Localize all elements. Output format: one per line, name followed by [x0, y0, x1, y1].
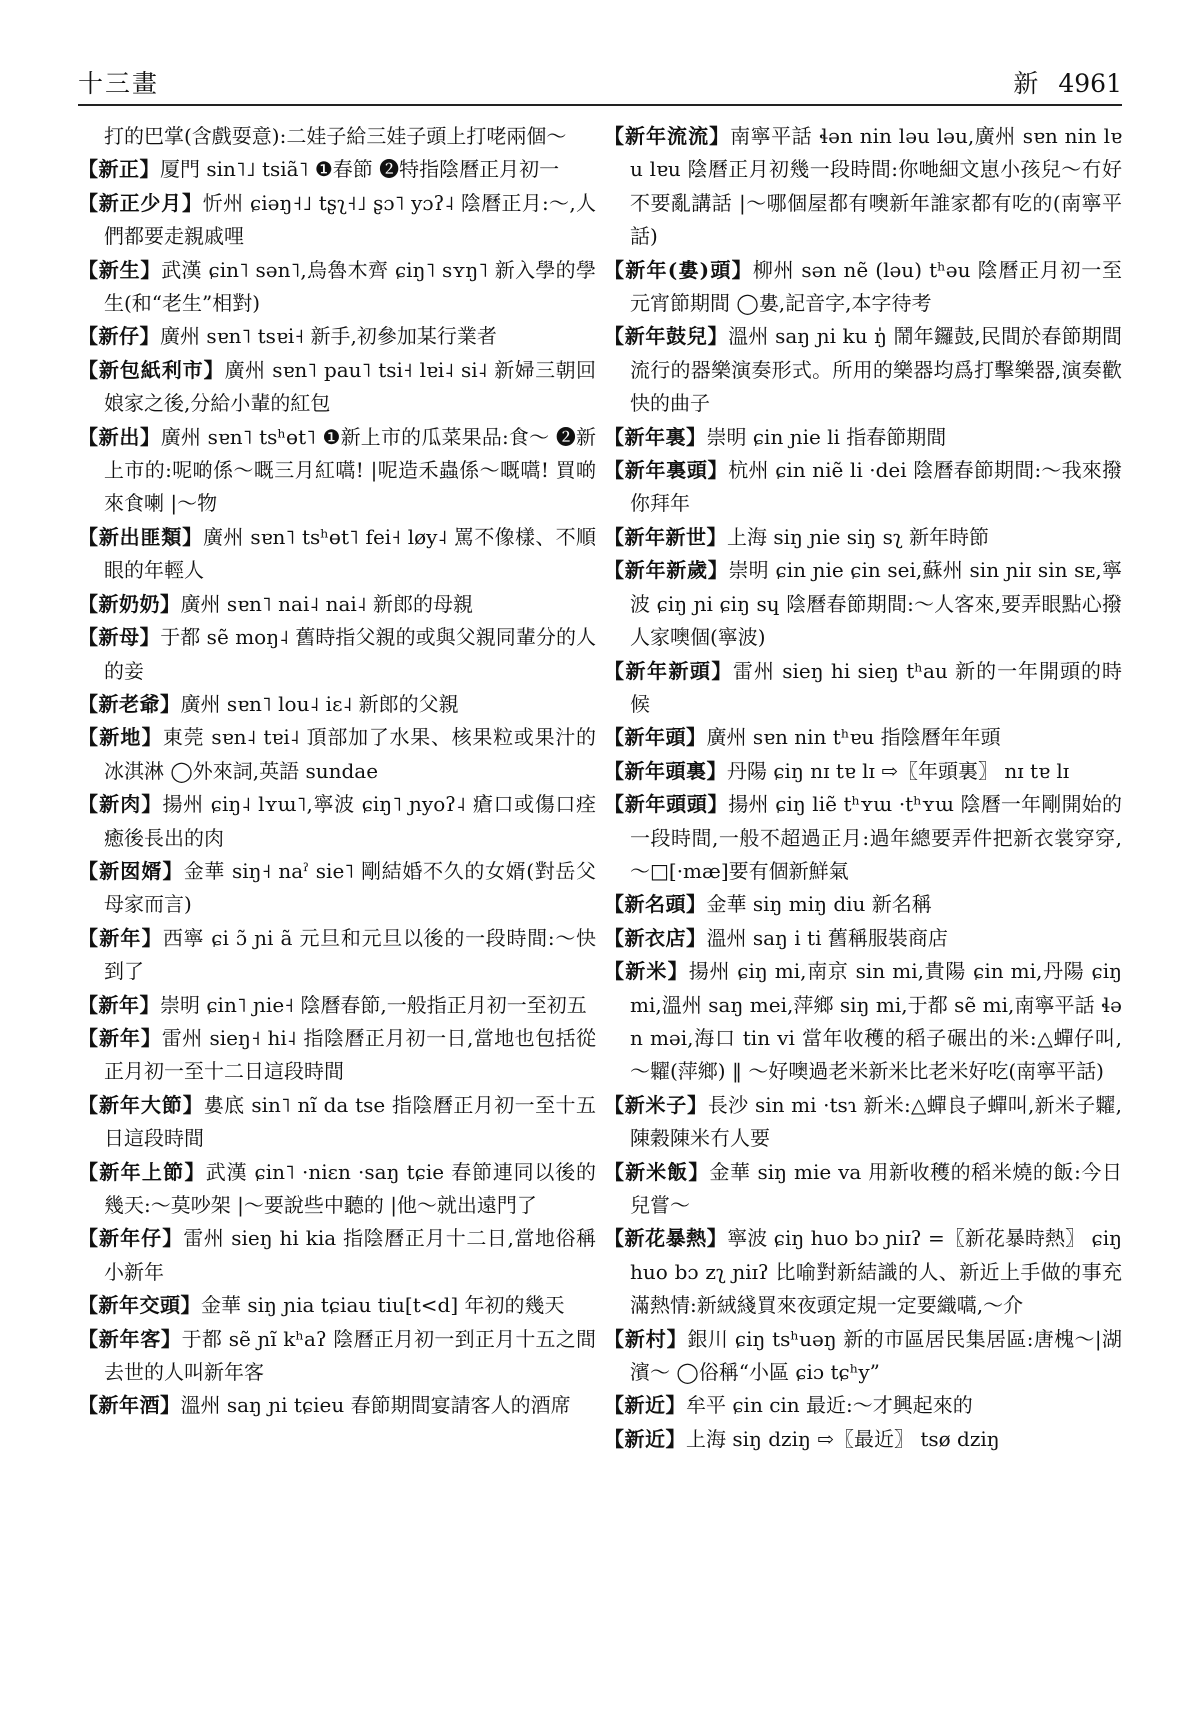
entry-definition: 金華 siŋ˧ naˀ sie˥ 剛結婚不久的女婿(對岳父母家而言)	[104, 858, 596, 917]
dictionary-entry	[604, 655, 1122, 722]
dictionary-entry	[78, 1389, 596, 1422]
entry-headword: 【新年頭裏】	[604, 758, 727, 783]
entry-headword: 【新正】	[78, 157, 160, 182]
entry-definition: 崇明 ɕin ɲie ɕin sei,蘇州 sin ɲiɪ sin sᴇ,寧波 ɕiŋ ɲi ɕiŋ sɥ 陰曆春節期間:～人客來,要弄眼點心撥人家噢個(寧波)	[630, 558, 1122, 650]
entry-definition: 西寧 ɕi ɔ̃ ɲi ã 元旦和元旦以後的一段時間:～快到了	[104, 925, 596, 984]
dictionary-entry	[604, 254, 1122, 321]
dictionary-entry	[604, 421, 1122, 454]
dictionary-entry	[78, 521, 596, 588]
page-header	[78, 60, 1122, 106]
entry-definition: 揚州 ɕiŋ˨ lʏɯ˥,寧波 ɕiŋ˥ ɲyoʔ˨ 瘡口或傷口痊癒後長出的肉	[104, 792, 596, 850]
entry-definition: 廣州 sɐn˥ tsɐi˧ 新手,初參加某行業者	[160, 324, 497, 349]
entry-headword: 【新年酒】	[78, 1393, 181, 1418]
page-number: 4961	[1058, 69, 1122, 98]
entry-headword: 【新奶奶】	[78, 591, 181, 616]
dictionary-entry	[604, 955, 1122, 1089]
entry-definition: 廣州 sɐn nin tʰɐu 指陰曆年年頭	[706, 725, 1001, 750]
entry-definition: 婁底 sin˥ nĩ da tse 指陰曆正月初一至十五日這段時間	[104, 1092, 596, 1151]
entry-definition: 金華 siŋ mie va 用新收穫的稻米燒的飯:今日兒嘗～	[630, 1159, 1122, 1217]
entry-definition: 崇明 ɕin ɲie li 指春節期間	[706, 424, 947, 449]
entry-definition: 揚州 ɕiŋ liẽ tʰʏɯ ·tʰʏɯ 陰曆一年剛開始的一段時間,一般不超過正月:過年總要弄件把新衣裳穿穿,～□[·mæ]要有個新鮮氣	[630, 792, 1122, 883]
entry-definition: 廣州 sɐn˥ tsʰɵt˥ ❶新上市的瓜菜果品:食～ ❷新上市的:呢啲係～嘅三月紅嚆! |呢造禾蟲係～嘅嚆! 買啲來食喇 |～物	[104, 424, 596, 516]
entry-headword: 【新地】	[78, 725, 163, 750]
entry-headword: 【新米飯】	[604, 1159, 710, 1184]
entry-definition: 杭州 ɕin niẽ li ·dei 陰曆春節期間:～我來撥你拜年	[630, 458, 1122, 516]
dictionary-entry	[78, 1222, 596, 1289]
entry-definition: 廣州 sɐn˥ nai˨ nai˨ 新郎的母親	[180, 591, 473, 616]
entry-headword: 【新名頭】	[604, 892, 707, 917]
entry-definition: 崇明 ɕin˥ ɲie˧ 陰曆春節,一般指正月初一至初五	[160, 992, 587, 1017]
entry-headword: 【新仔】	[78, 324, 160, 349]
dictionary-entry	[78, 1089, 596, 1156]
entry-definition: 東莞 sɐn˨ tɐi˨ 頂部加了水果、核果粒或果汁的冰淇淋 ◯外來詞,英語 sundae	[104, 725, 596, 783]
entry-definition: 溫州 saŋ ɲi ku ŋ̍ 鬧年鑼鼓,民間於春節期間流行的器樂演奏形式。所用的樂器均爲打擊樂器,演奏歡快的曲子	[630, 324, 1122, 416]
entry-definition: 銀川 ɕiŋ tsʰuəŋ 新的市區居民集居區:唐槐～|湖濱～ ◯俗稱“小區 ɕiɔ tɕʰy”	[630, 1326, 1122, 1385]
dictionary-entry	[78, 354, 596, 421]
entry-definition: 武漢 ɕin˥ ·niɛn ·saŋ tɕie 春節連同以後的幾天:～莫吵架 |～要說些中聽的 |他～就出遠門了	[104, 1159, 596, 1217]
dictionary-entry	[78, 1289, 596, 1322]
entry-headword: 【新年流流】	[604, 124, 731, 148]
entry-headword: 【新正少月】	[78, 190, 203, 215]
dictionary-entry	[78, 153, 596, 186]
right-column	[604, 120, 1122, 1700]
entry-headword: 【新年】	[78, 925, 163, 950]
dictionary-entry	[604, 320, 1122, 420]
entry-definition: 雷州 sieŋ hi kia 指陰曆正月十二日,當地俗稱小新年	[104, 1226, 596, 1284]
entry-headword: 【新米子】	[604, 1092, 708, 1117]
entry-definition: 雷州 sieŋ hi sieŋ tʰau 新的一年開頭的時候	[630, 658, 1122, 716]
entry-definition: 上海 siŋ dziŋ ⇨〖最近〗 tsø dziŋ	[686, 1426, 1000, 1451]
entry-headword: 【新年鼓兒】	[604, 324, 729, 349]
dictionary-entry	[604, 721, 1122, 754]
entry-headword: 【新年新歲】	[604, 558, 729, 583]
entry-definition: 揚州 ɕiŋ mi,南京 sin mi,貴陽 ɕin mi,丹陽 ɕiŋ mi,溫州 saŋ mei,萍鄉 siŋ mi,于都 sẽ mi,南寧平話 ɬən məi,海口 tin vi 當年收穫的稻子碾出的米:△蟬仔叫,～糶(萍鄉) ‖ ～好噢過老米新米比老米好吃(南寧平話)	[630, 959, 1122, 1084]
head-character: 新	[1013, 69, 1039, 98]
dictionary-entry	[78, 1156, 596, 1223]
entry-definition: 打的巴掌(含戲耍意):二娃子給三娃子頭上打咾兩個～	[104, 124, 567, 148]
dictionary-entry	[604, 1323, 1122, 1390]
entry-headword: 【新年(婁)頭】	[604, 257, 753, 282]
dictionary-entry	[604, 1156, 1122, 1223]
entry-headword: 【新年】	[78, 1025, 162, 1050]
entry-definition: 牟平 ɕin cin 最近:～才興起來的	[686, 1393, 973, 1418]
entry-headword: 【新年頭頭】	[604, 792, 729, 817]
entry-headword: 【新生】	[78, 257, 162, 282]
dictionary-entry	[78, 421, 596, 521]
entry-definition: 柳州 sən nẽ (ləu) tʰəu 陰曆正月初一至元宵節期間 ◯婁,記音字,本字待考	[630, 257, 1122, 316]
entry-definition: 溫州 saŋ ɲi tɕieu 春節期間宴請客人的酒席	[180, 1393, 571, 1418]
entry-definition: 溫州 saŋ i ti 舊稱服裝商店	[706, 925, 948, 950]
entry-headword: 【新出匪類】	[78, 524, 203, 549]
dictionary-entry	[604, 922, 1122, 955]
entry-headword: 【新年頭】	[604, 725, 707, 750]
entry-definition: 武漢 ɕin˥ sən˥,烏魯木齊 ɕiŋ˥ sʏŋ˥ 新入學的學生(和“老生”相對)	[104, 257, 596, 316]
entry-headword: 【新肉】	[78, 792, 163, 817]
entry-headword: 【新年交頭】	[78, 1293, 201, 1318]
dictionary-entry	[78, 621, 596, 688]
entry-headword: 【新年上節】	[78, 1159, 206, 1184]
entry-headword: 【新年裏】	[604, 424, 707, 449]
dictionary-entry	[604, 120, 1122, 254]
entry-headword: 【新包紙利市】	[78, 357, 225, 382]
dictionary-entry	[78, 1323, 596, 1390]
entry-headword: 【新老爺】	[78, 691, 181, 716]
entry-headword: 【新年大節】	[78, 1092, 204, 1117]
dictionary-entry	[604, 888, 1122, 921]
entry-headword: 【新衣店】	[604, 925, 707, 950]
dictionary-entry	[604, 755, 1122, 788]
entry-headword: 【新年】	[78, 992, 160, 1017]
left-column	[78, 120, 596, 1700]
entry-definition: 于都 sẽ moŋ˨ 舊時指父親的或與父親同輩分的人的妾	[104, 625, 596, 683]
dictionary-entry	[604, 1222, 1122, 1322]
entry-definition: 金華 siŋ miŋ diu 新名稱	[706, 892, 932, 917]
entry-headword: 【新母】	[78, 625, 161, 650]
entry-headword: 【新花暴熱】	[604, 1226, 728, 1251]
entry-definition: 廣州 sɐn˥ tsʰɵt˥ fei˧ løy˨ 罵不像樣、不順眼的年輕人	[104, 524, 596, 583]
entry-headword: 【新年仔】	[78, 1226, 184, 1251]
entry-headword: 【新年客】	[78, 1326, 182, 1351]
entry-definition: 寧波 ɕiŋ huo bɔ ɲiɪʔ =〖新花暴時熱〗 ɕiŋ huo bɔ zʅ ɲiɪʔ 比喻對新結識的人、新近上手做的事充滿熱情:新絨綫買來夜頭定規一定要織嚆,～介	[630, 1226, 1122, 1318]
entry-definition: 廣州 sɐn˥ lou˨ iɛ˨ 新郎的父親	[180, 691, 459, 716]
dictionary-entry	[604, 1089, 1122, 1156]
dictionary-entry	[78, 320, 596, 353]
entry-headword: 【新近】	[604, 1426, 686, 1451]
entry-headword: 【新近】	[604, 1393, 686, 1418]
dictionary-entry	[604, 1423, 1122, 1456]
entry-headword: 【新年新頭】	[604, 658, 733, 683]
entry-headword: 【新米】	[604, 959, 689, 984]
entry-definition: 雷州 sieŋ˧ hi˨ 指陰曆正月初一日,當地也包括從正月初一至十二日這段時間	[104, 1025, 596, 1084]
entry-headword: 【新出】	[78, 424, 161, 449]
dictionary-entry	[604, 1389, 1122, 1422]
entry-definition: 于都 sẽ ɲĩ kʰaʔ 陰曆正月初一到正月十五之間去世的人叫新年客	[104, 1326, 596, 1385]
page-head-right	[1013, 64, 1122, 100]
dictionary-entry	[78, 989, 596, 1022]
dictionary-entry	[78, 254, 596, 321]
entry-definition: 長沙 sin mi ·tsɿ 新米:△蟬良子蟬叫,新米子糶,陳穀陳米冇人要	[630, 1092, 1122, 1151]
dictionary-entry	[78, 588, 596, 621]
entry-headword: 【新年裏頭】	[604, 458, 729, 483]
dictionary-entry	[78, 688, 596, 721]
dictionary-entry	[604, 454, 1122, 521]
dictionary-entry	[78, 855, 596, 922]
entry-headword: 【新年新世】	[604, 524, 727, 549]
entry-definition: 厦門 sin˥˩ tsiã˥ ❶春節 ❷特指陰曆正月初一	[160, 157, 560, 182]
dictionary-entry	[78, 721, 596, 788]
entry-definition: 丹陽 ɕiŋ nɪ tɐ lɪ ⇨〖年頭裏〗 nɪ tɐ lɪ	[727, 758, 1070, 783]
dictionary-entry	[78, 788, 596, 855]
entry-definition: 忻州 ɕiəŋ˧˩ tʂʅ˧˩ ʂɔ˥ yɔʔ˨ 陰曆正月:～,人們都要走親戚哩	[104, 190, 596, 249]
dictionary-entry	[604, 788, 1122, 888]
entry-definition: 金華 siŋ ɲia tɕiau tiu[t<d] 年初的幾天	[201, 1293, 565, 1318]
section-title: 十三畫	[78, 69, 160, 98]
dictionary-entry	[78, 922, 596, 989]
entry-definition: 南寧平話 ɬən nin ləu ləu,廣州 sɐn nin lɐu lɐu 陰曆正月初幾一段時間:你哋細文崽小孩兒～冇好不要亂講話 |～哪個屋都有噢新年誰家都有吃的(南寧平話)	[630, 124, 1122, 249]
entry-headword: 【新囡婿】	[78, 858, 184, 883]
entry-definition: 廣州 sɐn˥ pau˥ tsi˧ lɐi˨ si˨ 新婦三朝回娘家之後,分給小輩的紅包	[104, 357, 596, 416]
entry-headword: 【新村】	[604, 1326, 688, 1351]
dictionary-entry	[604, 521, 1122, 554]
dictionary-entry	[78, 120, 596, 153]
dictionary-entry	[78, 1022, 596, 1089]
entry-definition: 上海 siŋ ɲie siŋ sʅ 新年時節	[727, 524, 989, 549]
dictionary-entry	[604, 554, 1122, 654]
dictionary-entry	[78, 187, 596, 254]
